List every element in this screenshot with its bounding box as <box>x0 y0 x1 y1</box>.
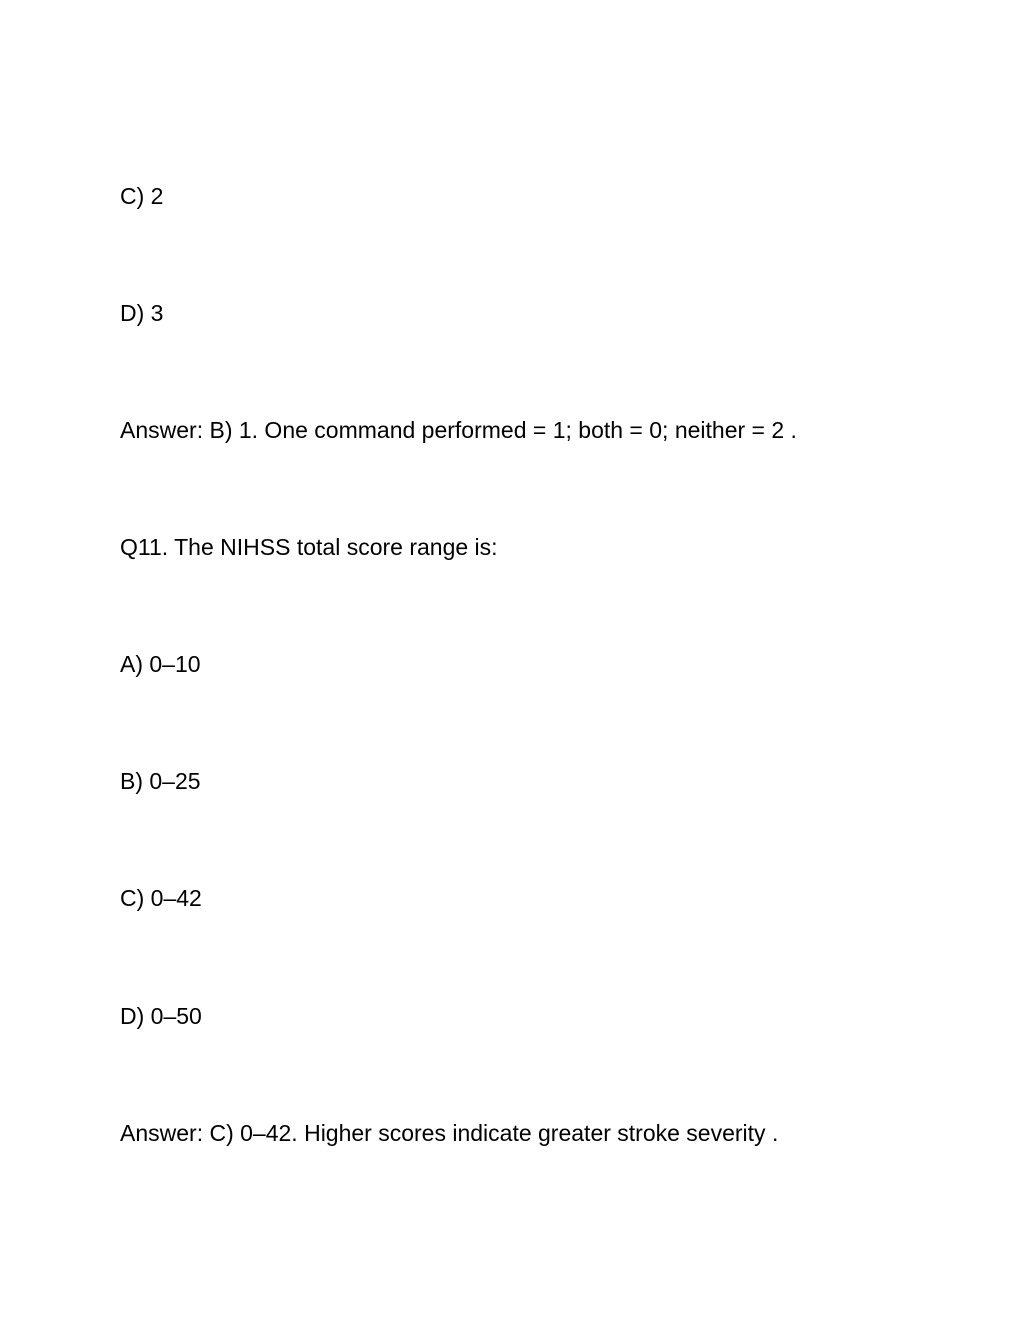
option-c-prev: C) 2 <box>120 183 164 209</box>
option-d: D) 0–50 <box>120 1003 202 1029</box>
option-a: A) 0–10 <box>120 651 201 677</box>
answer-q10: Answer: B) 1. One command performed = 1; both = 0; neither = 2 . <box>120 417 797 443</box>
option-d-prev: D) 3 <box>120 300 164 326</box>
option-b: B) 0–25 <box>120 768 201 794</box>
option-c: C) 0–42 <box>120 885 202 911</box>
question-q11: Q11. The NIHSS total score range is: <box>120 534 498 560</box>
answer-q11: Answer: C) 0–42. Higher scores indicate greater stroke severity . <box>120 1120 779 1146</box>
